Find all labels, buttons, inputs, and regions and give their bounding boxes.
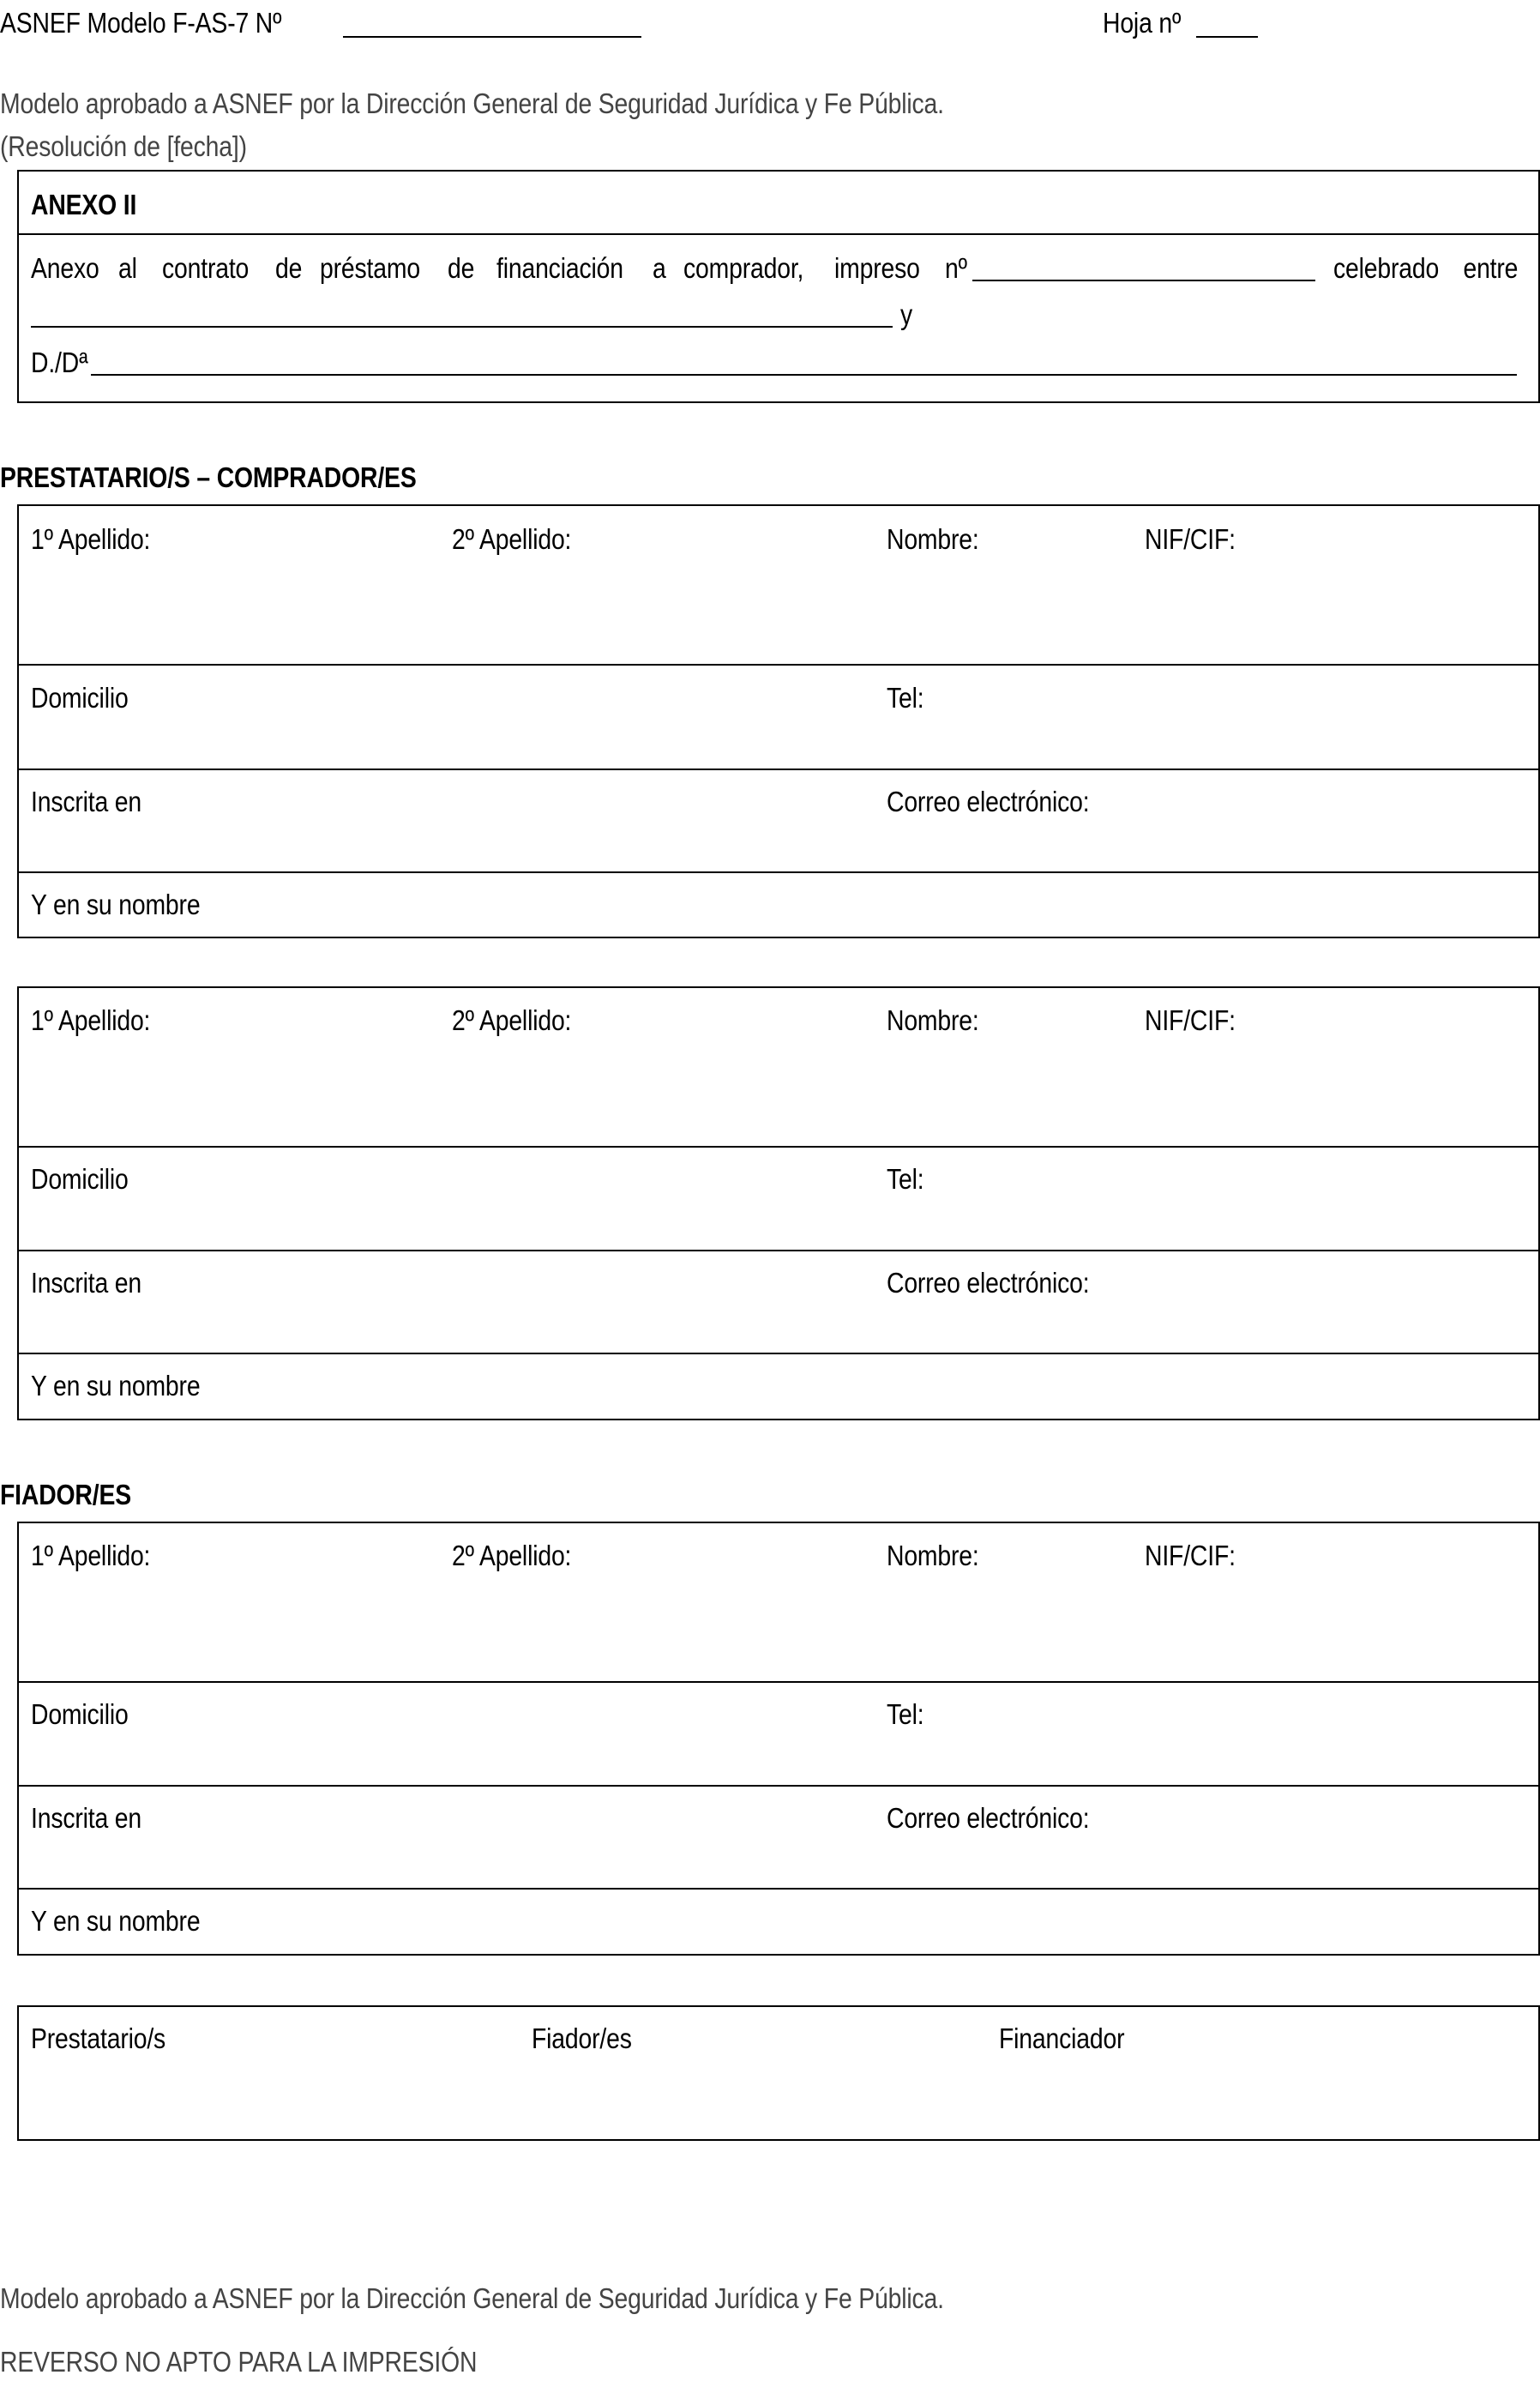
- nif-label: NIF/CIF:: [1145, 1540, 1236, 1571]
- nif-label: NIF/CIF:: [1145, 1004, 1236, 1036]
- print-number-field[interactable]: [972, 280, 1315, 281]
- phone-label: Tel:: [887, 1163, 924, 1195]
- on-behalf-label: Y en su nombre: [31, 1905, 201, 1937]
- registered-label: Inscrita en: [31, 1267, 142, 1299]
- signature-box: [17, 2005, 1540, 2141]
- annex-word: Anexo: [31, 252, 99, 284]
- and-label: y: [900, 298, 913, 330]
- signature-borrowers-label: Prestatario/s: [31, 2022, 166, 2054]
- surname1-label: 1º Apellido:: [31, 523, 151, 555]
- row-divider: [17, 769, 1540, 770]
- surname2-label: 2º Apellido:: [452, 523, 572, 555]
- signature-lender-label: Financiador: [999, 2022, 1125, 2054]
- row-divider: [17, 1888, 1540, 1890]
- registered-label: Inscrita en: [31, 786, 142, 817]
- sheet-number-label: Hoja nº: [1103, 7, 1182, 39]
- parties-field[interactable]: [31, 326, 893, 328]
- email-label: Correo electrónico:: [887, 786, 1090, 817]
- borrowers-section-title: PRESTATARIO/S – COMPRADOR/ES: [0, 461, 417, 493]
- email-label: Correo electrónico:: [887, 1267, 1090, 1299]
- annex-word: financiación: [496, 252, 623, 284]
- borrower-block-1: [17, 504, 1540, 938]
- annex-divider: [17, 233, 1540, 235]
- address-label: Domicilio: [31, 682, 129, 714]
- row-divider: [17, 1146, 1540, 1148]
- annex-word: comprador,: [683, 252, 804, 284]
- resolution-note: (Resolución de [fecha]): [0, 130, 247, 162]
- name-label: Nombre:: [887, 1004, 979, 1036]
- on-behalf-label: Y en su nombre: [31, 889, 201, 920]
- row-divider: [17, 871, 1540, 873]
- surname2-label: 2º Apellido:: [452, 1540, 572, 1571]
- name-label: Nombre:: [887, 1540, 979, 1571]
- on-behalf-label: Y en su nombre: [31, 1370, 201, 1401]
- registered-label: Inscrita en: [31, 1802, 142, 1834]
- annex-word: al: [118, 252, 137, 284]
- annex-word: a: [653, 252, 666, 284]
- reverse-note: REVERSO NO APTO PARA LA IMPRESIÓN: [0, 2346, 478, 2378]
- annex-word: impreso: [834, 252, 920, 284]
- row-divider: [17, 1250, 1540, 1251]
- row-divider: [17, 664, 1540, 666]
- form-model-label: ASNEF Modelo F-AS-7 Nº: [0, 7, 282, 39]
- nif-label: NIF/CIF:: [1145, 523, 1236, 555]
- annex-word: de: [448, 252, 475, 284]
- phone-label: Tel:: [887, 682, 924, 714]
- dd-field[interactable]: [91, 374, 1517, 376]
- sheet-number-field[interactable]: [1196, 36, 1258, 38]
- approval-note: Modelo aprobado a ASNEF por la Dirección General de Seguridad Jurídica y Fe Pública.: [0, 87, 944, 119]
- signature-guarantors-label: Fiador/es: [532, 2022, 632, 2054]
- annex-word: nº: [945, 252, 967, 284]
- footer-approval-note: Modelo aprobado a ASNEF por la Dirección General de Seguridad Jurídica y Fe Pública.: [0, 2282, 944, 2314]
- email-label: Correo electrónico:: [887, 1802, 1090, 1834]
- annex-word: préstamo: [320, 252, 420, 284]
- annex-word: de: [275, 252, 303, 284]
- name-label: Nombre:: [887, 523, 979, 555]
- surname1-label: 1º Apellido:: [31, 1004, 151, 1036]
- borrower-block-2: [17, 986, 1540, 1420]
- celebrated-between-label: celebrado entre: [1333, 252, 1519, 284]
- annex-title: ANEXO II: [31, 189, 137, 220]
- address-label: Domicilio: [31, 1698, 129, 1730]
- guarantor-block-1: [17, 1522, 1540, 1956]
- address-label: Domicilio: [31, 1163, 129, 1195]
- form-number-field[interactable]: [343, 36, 641, 38]
- annex-word: contrato: [162, 252, 250, 284]
- annex-box: [17, 170, 1540, 403]
- dd-label: D./Dª: [31, 347, 88, 378]
- surname1-label: 1º Apellido:: [31, 1540, 151, 1571]
- guarantors-section-title: FIADOR/ES: [0, 1479, 131, 1510]
- row-divider: [17, 1681, 1540, 1683]
- row-divider: [17, 1785, 1540, 1787]
- phone-label: Tel:: [887, 1698, 924, 1730]
- surname2-label: 2º Apellido:: [452, 1004, 572, 1036]
- row-divider: [17, 1353, 1540, 1354]
